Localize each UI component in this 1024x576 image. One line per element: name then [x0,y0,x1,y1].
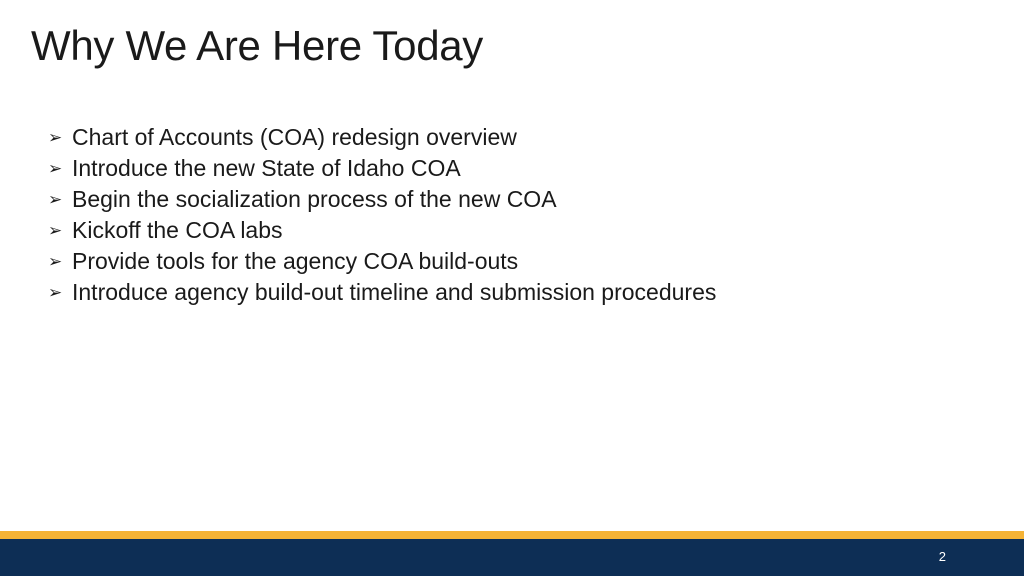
page-number: 2 [938,549,946,564]
slide-title: Why We Are Here Today [31,22,484,69]
arrow-bullet-icon: ➢ [48,190,63,209]
arrow-bullet-icon: ➢ [48,159,63,178]
arrow-bullet-icon: ➢ [48,221,63,240]
bullet-text: Chart of Accounts (COA) redesign overview [72,124,517,150]
bullet-list [48,122,716,308]
footer-accent-stripe [0,531,1024,539]
bullet-text: Provide tools for the agency COA build-outs [72,248,519,274]
bullet-item [48,215,716,246]
bullet-text: Kickoff the COA labs [72,217,283,243]
arrow-bullet-icon: ➢ [48,283,63,302]
bullet-item [48,184,716,215]
bullet-item [48,122,716,153]
bullet-text: Introduce agency build-out timeline and submission procedures [72,279,717,305]
bullet-item [48,277,716,308]
bullet-item [48,153,716,184]
bullet-text: Introduce the new State of Idaho COA [72,155,461,181]
bullet-text: Begin the socialization process of the new COA [72,186,557,212]
arrow-bullet-icon: ➢ [48,128,63,147]
arrow-bullet-icon: ➢ [48,252,63,271]
footer-bar [0,539,1024,576]
bullet-item [48,246,716,277]
